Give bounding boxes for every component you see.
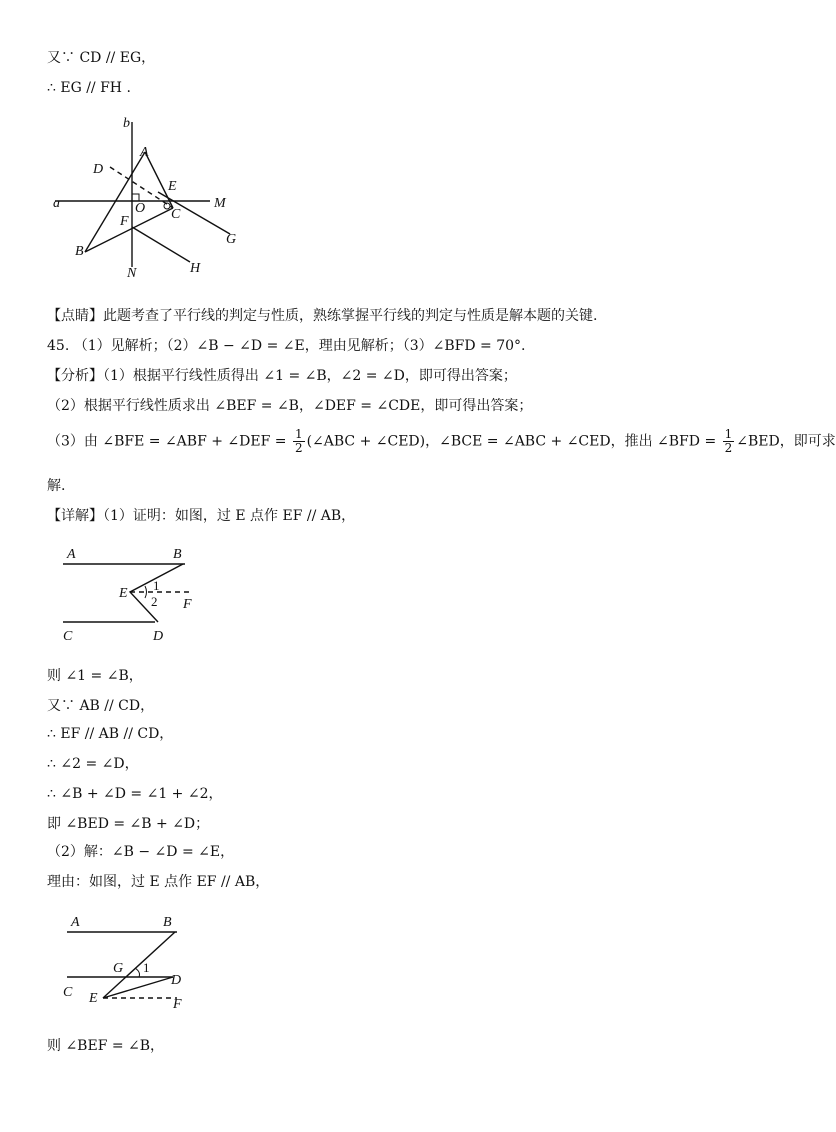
label-a-upper: A xyxy=(140,145,149,160)
figure-3-diagram xyxy=(55,910,215,1015)
fenxi-line-4: 解. xyxy=(47,478,66,494)
fenxi-line-3-part-d: ∠BED，即可求 xyxy=(736,433,836,450)
label-g: G xyxy=(226,232,237,247)
label-e: E xyxy=(89,991,98,1006)
line-f-h xyxy=(132,227,190,262)
angle-arc-1 xyxy=(135,968,140,977)
proof-line-7: （2）解：∠B − ∠D = ∠E， xyxy=(47,844,235,860)
label-e: E xyxy=(168,179,177,194)
fraction-one-half-b xyxy=(723,428,735,455)
proof-line-1: 则 ∠1 = ∠B， xyxy=(47,668,143,684)
label-m: M xyxy=(214,196,226,211)
xiangjie-line-1: 【详解】（1）证明：如图，过 E 点作 EF // AB， xyxy=(47,508,356,524)
fraction-a-denominator: 2 xyxy=(294,441,303,455)
label-f: F xyxy=(173,997,182,1012)
label-angle-1: 1 xyxy=(153,578,160,593)
label-d: D xyxy=(171,973,182,988)
proof-line-5: ∴ ∠B + ∠D = ∠1 + ∠2， xyxy=(47,786,223,802)
figure-2-diagram xyxy=(55,542,215,647)
label-angle-2: 2 xyxy=(151,594,158,609)
text-line-top-1: 又∵ CD // EG， xyxy=(47,50,156,66)
label-h: H xyxy=(190,261,201,276)
text-line-top-2: ∴ EG // FH . xyxy=(47,80,131,96)
fenxi-line-3 xyxy=(47,428,836,455)
label-b-upper: B xyxy=(75,244,84,259)
label-angle-1: 1 xyxy=(143,960,150,975)
fenxi-line-3-part-b: (∠ABC + ∠CED)， xyxy=(306,433,440,450)
right-angle-mark xyxy=(132,194,139,201)
label-c: C xyxy=(171,207,181,222)
label-b-lower: b xyxy=(123,116,130,131)
fenxi-line-1: 【分析】（1）根据平行线性质得出 ∠1 = ∠B，∠2 = ∠D，即可得出答案； xyxy=(47,368,517,384)
label-b: B xyxy=(173,547,182,562)
label-d: D xyxy=(153,629,164,644)
proof-line-8: 理由：如图，过 E 点作 EF // AB， xyxy=(47,874,270,890)
dianjing-line: 【点睛】此题考查了平行线的判定与性质，熟练掌握平行线的判定与性质是解本题的关键. xyxy=(47,308,598,324)
label-d: D xyxy=(93,162,104,177)
fenxi-line-3-part-a: （3）由 ∠BFE = ∠ABF + ∠DEF = xyxy=(47,433,291,450)
proof-line-2: 又∵ AB // CD， xyxy=(47,698,155,714)
label-c: C xyxy=(63,985,73,1000)
angle-arc-1-2 xyxy=(145,586,147,598)
fraction-b-numerator: 1 xyxy=(724,427,733,441)
label-f: F xyxy=(183,597,192,612)
label-o: O xyxy=(135,201,146,216)
fraction-a-numerator: 1 xyxy=(294,427,303,441)
proof-line-4: ∴ ∠2 = ∠D， xyxy=(47,756,139,772)
polyline-b-e-d xyxy=(130,564,183,622)
label-a-lower: a xyxy=(53,196,60,211)
label-a: A xyxy=(67,547,76,562)
proof-line-6: 即 ∠BED = ∠B + ∠D； xyxy=(47,816,210,832)
label-n: N xyxy=(127,266,137,281)
fraction-one-half-a xyxy=(293,428,305,455)
fenxi-line-2: （2）根据平行线性质求出 ∠BEF = ∠B，∠DEF = ∠CDE，即可得出答案； xyxy=(47,398,533,414)
q45-answer-line: 45. （1）见解析；（2）∠B − ∠D = ∠E，理由见解析；（3）∠BFD = 70°. xyxy=(47,338,526,354)
label-c: C xyxy=(63,629,73,644)
fenxi-line-3-part-c: ∠BCE = ∠ABC + ∠CED，推出 ∠BFD = xyxy=(439,433,721,450)
label-b: B xyxy=(163,915,172,930)
label-e: E xyxy=(119,586,128,601)
label-a: A xyxy=(71,915,80,930)
fraction-b-denominator: 2 xyxy=(724,441,733,455)
figure-1-diagram xyxy=(40,112,260,282)
label-f: F xyxy=(120,214,129,229)
label-g: G xyxy=(113,961,124,976)
proof-line-3: ∴ EF // AB // CD， xyxy=(47,726,174,742)
last-line: 则 ∠BEF = ∠B， xyxy=(47,1038,165,1054)
